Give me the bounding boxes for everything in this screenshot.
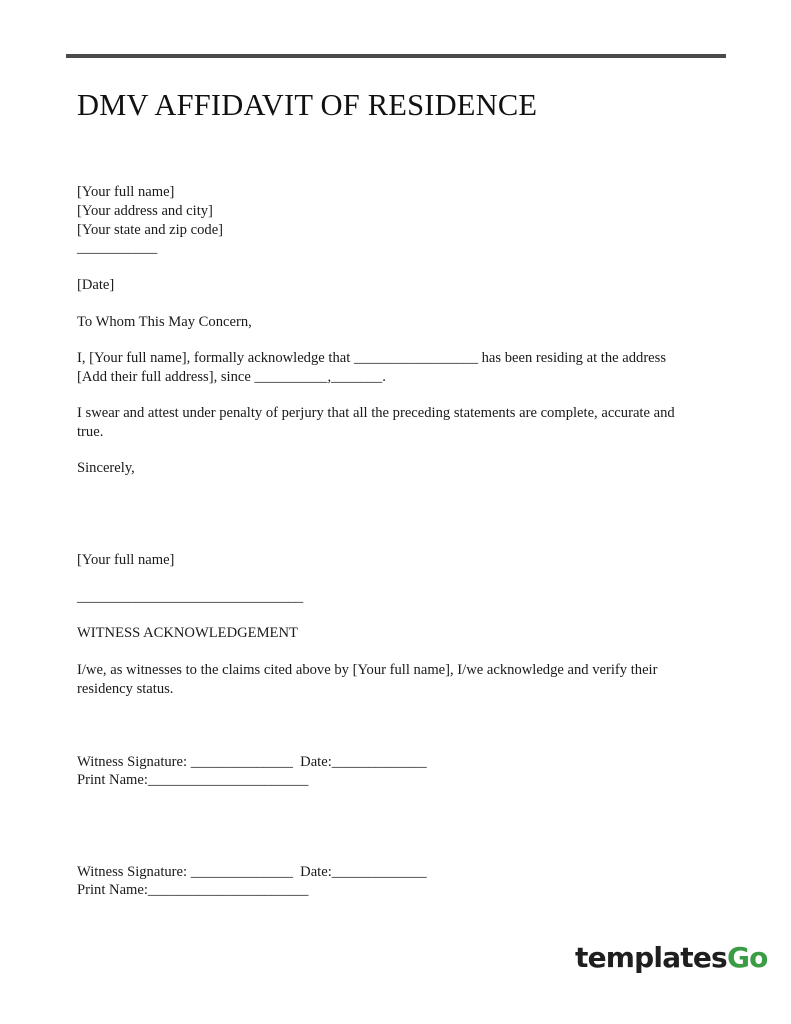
sender-blank-line: ___________ — [77, 240, 158, 256]
salutation: To Whom This May Concern, — [77, 314, 252, 330]
sender-address: [Your address and city] — [77, 203, 213, 219]
logo-text-accent: Go — [726, 941, 768, 974]
witness-paragraph-line-2: residency status. — [77, 681, 174, 697]
witness-heading: WITNESS ACKNOWLEDGEMENT — [77, 625, 298, 641]
closing: Sincerely, — [77, 460, 135, 476]
witness-2-print-name: Print Name:______________________ — [77, 882, 309, 898]
templatesgo-logo — [575, 941, 768, 985]
top-rule — [66, 54, 726, 58]
witness-2-signature-line: Witness Signature: ______________ Date:_____________ — [77, 864, 427, 880]
signer-name: [Your full name] — [77, 552, 175, 568]
signature-line: _______________________________ — [77, 589, 304, 605]
paragraph-1-line-1: I, [Your full name], formally acknowledge that _________________ has been residing at the address — [77, 350, 667, 366]
paragraph-2-line-1: I swear and attest under penalty of perjury that all the preceding statements are complete, accurate and — [77, 405, 675, 421]
paragraph-1-line-2: [Add their full address], since __________,_______. — [77, 369, 386, 385]
witness-1-signature-line: Witness Signature: ______________ Date:_____________ — [77, 754, 427, 770]
logo-text-main: templates — [575, 941, 727, 974]
date-line: [Date] — [77, 277, 115, 293]
sender-name: [Your full name] — [77, 184, 175, 200]
sender-state-zip: [Your state and zip code] — [77, 222, 224, 238]
paragraph-2-line-2: true. — [77, 424, 104, 440]
document-title: DMV AFFIDAVIT OF RESIDENCE — [77, 88, 538, 122]
witness-1-print-name: Print Name:______________________ — [77, 772, 309, 788]
witness-paragraph-line-1: I/we, as witnesses to the claims cited above by [Your full name], I/we acknowledge and verify their — [77, 662, 658, 678]
